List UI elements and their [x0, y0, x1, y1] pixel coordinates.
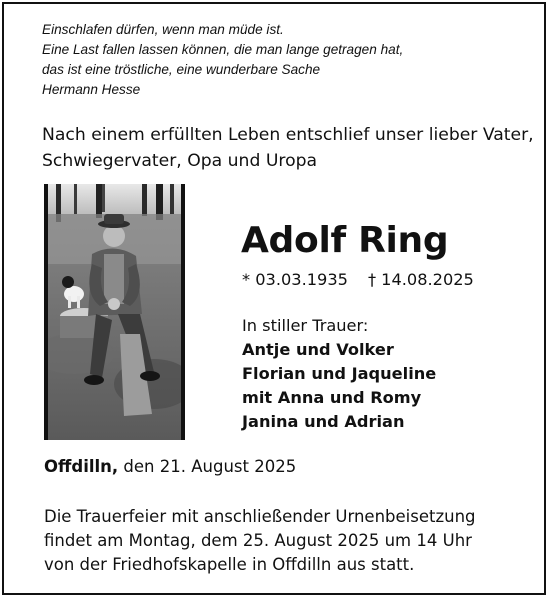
intro-text	[42, 122, 532, 174]
poem	[42, 20, 512, 100]
place-and-date	[44, 455, 296, 479]
birth-date: * 03.03.1935	[242, 270, 348, 289]
mourner-name: Antje und Volker	[242, 340, 394, 359]
mourners-block	[242, 314, 436, 434]
service-line: findet am Montag, dem 25. August 2025 um 14 Uhr	[44, 531, 472, 550]
poem-line: Eine Last fallen lassen können, die man lange getragen hat,	[42, 42, 404, 57]
poem-line: das ist eine tröstliche, eine wunderbare Sache	[42, 62, 321, 77]
deceased-name: Adolf Ring	[241, 220, 449, 261]
place-name: Offdilln,	[44, 457, 119, 476]
intro-line: Schwiegervater, Opa und Uropa	[42, 151, 318, 171]
mourner-name: Florian und Jaqueline	[242, 364, 437, 383]
notice-date: den 21. August 2025	[118, 457, 297, 476]
mourner-name: Janina und Adrian	[242, 412, 405, 431]
poem-line: Einschlafen dürfen, wenn man müde ist.	[42, 22, 284, 37]
intro-line: Nach einem erfüllten Leben entschlief unser lieber Vater,	[42, 125, 534, 145]
service-line: Die Trauerfeier mit anschließender Urnenbeisetzung	[44, 507, 476, 526]
death-date: † 14.08.2025	[367, 270, 474, 289]
service-info	[44, 505, 534, 577]
mourners-heading: In stiller Trauer:	[242, 316, 369, 335]
poem-author: Hermann Hesse	[42, 82, 141, 97]
portrait-illustration	[44, 184, 185, 440]
service-line: von der Friedhofskapelle in Offdilln aus statt.	[44, 555, 415, 574]
portrait-photo	[44, 184, 185, 440]
life-dates	[242, 268, 474, 292]
mourner-name: mit Anna und Romy	[242, 388, 422, 407]
